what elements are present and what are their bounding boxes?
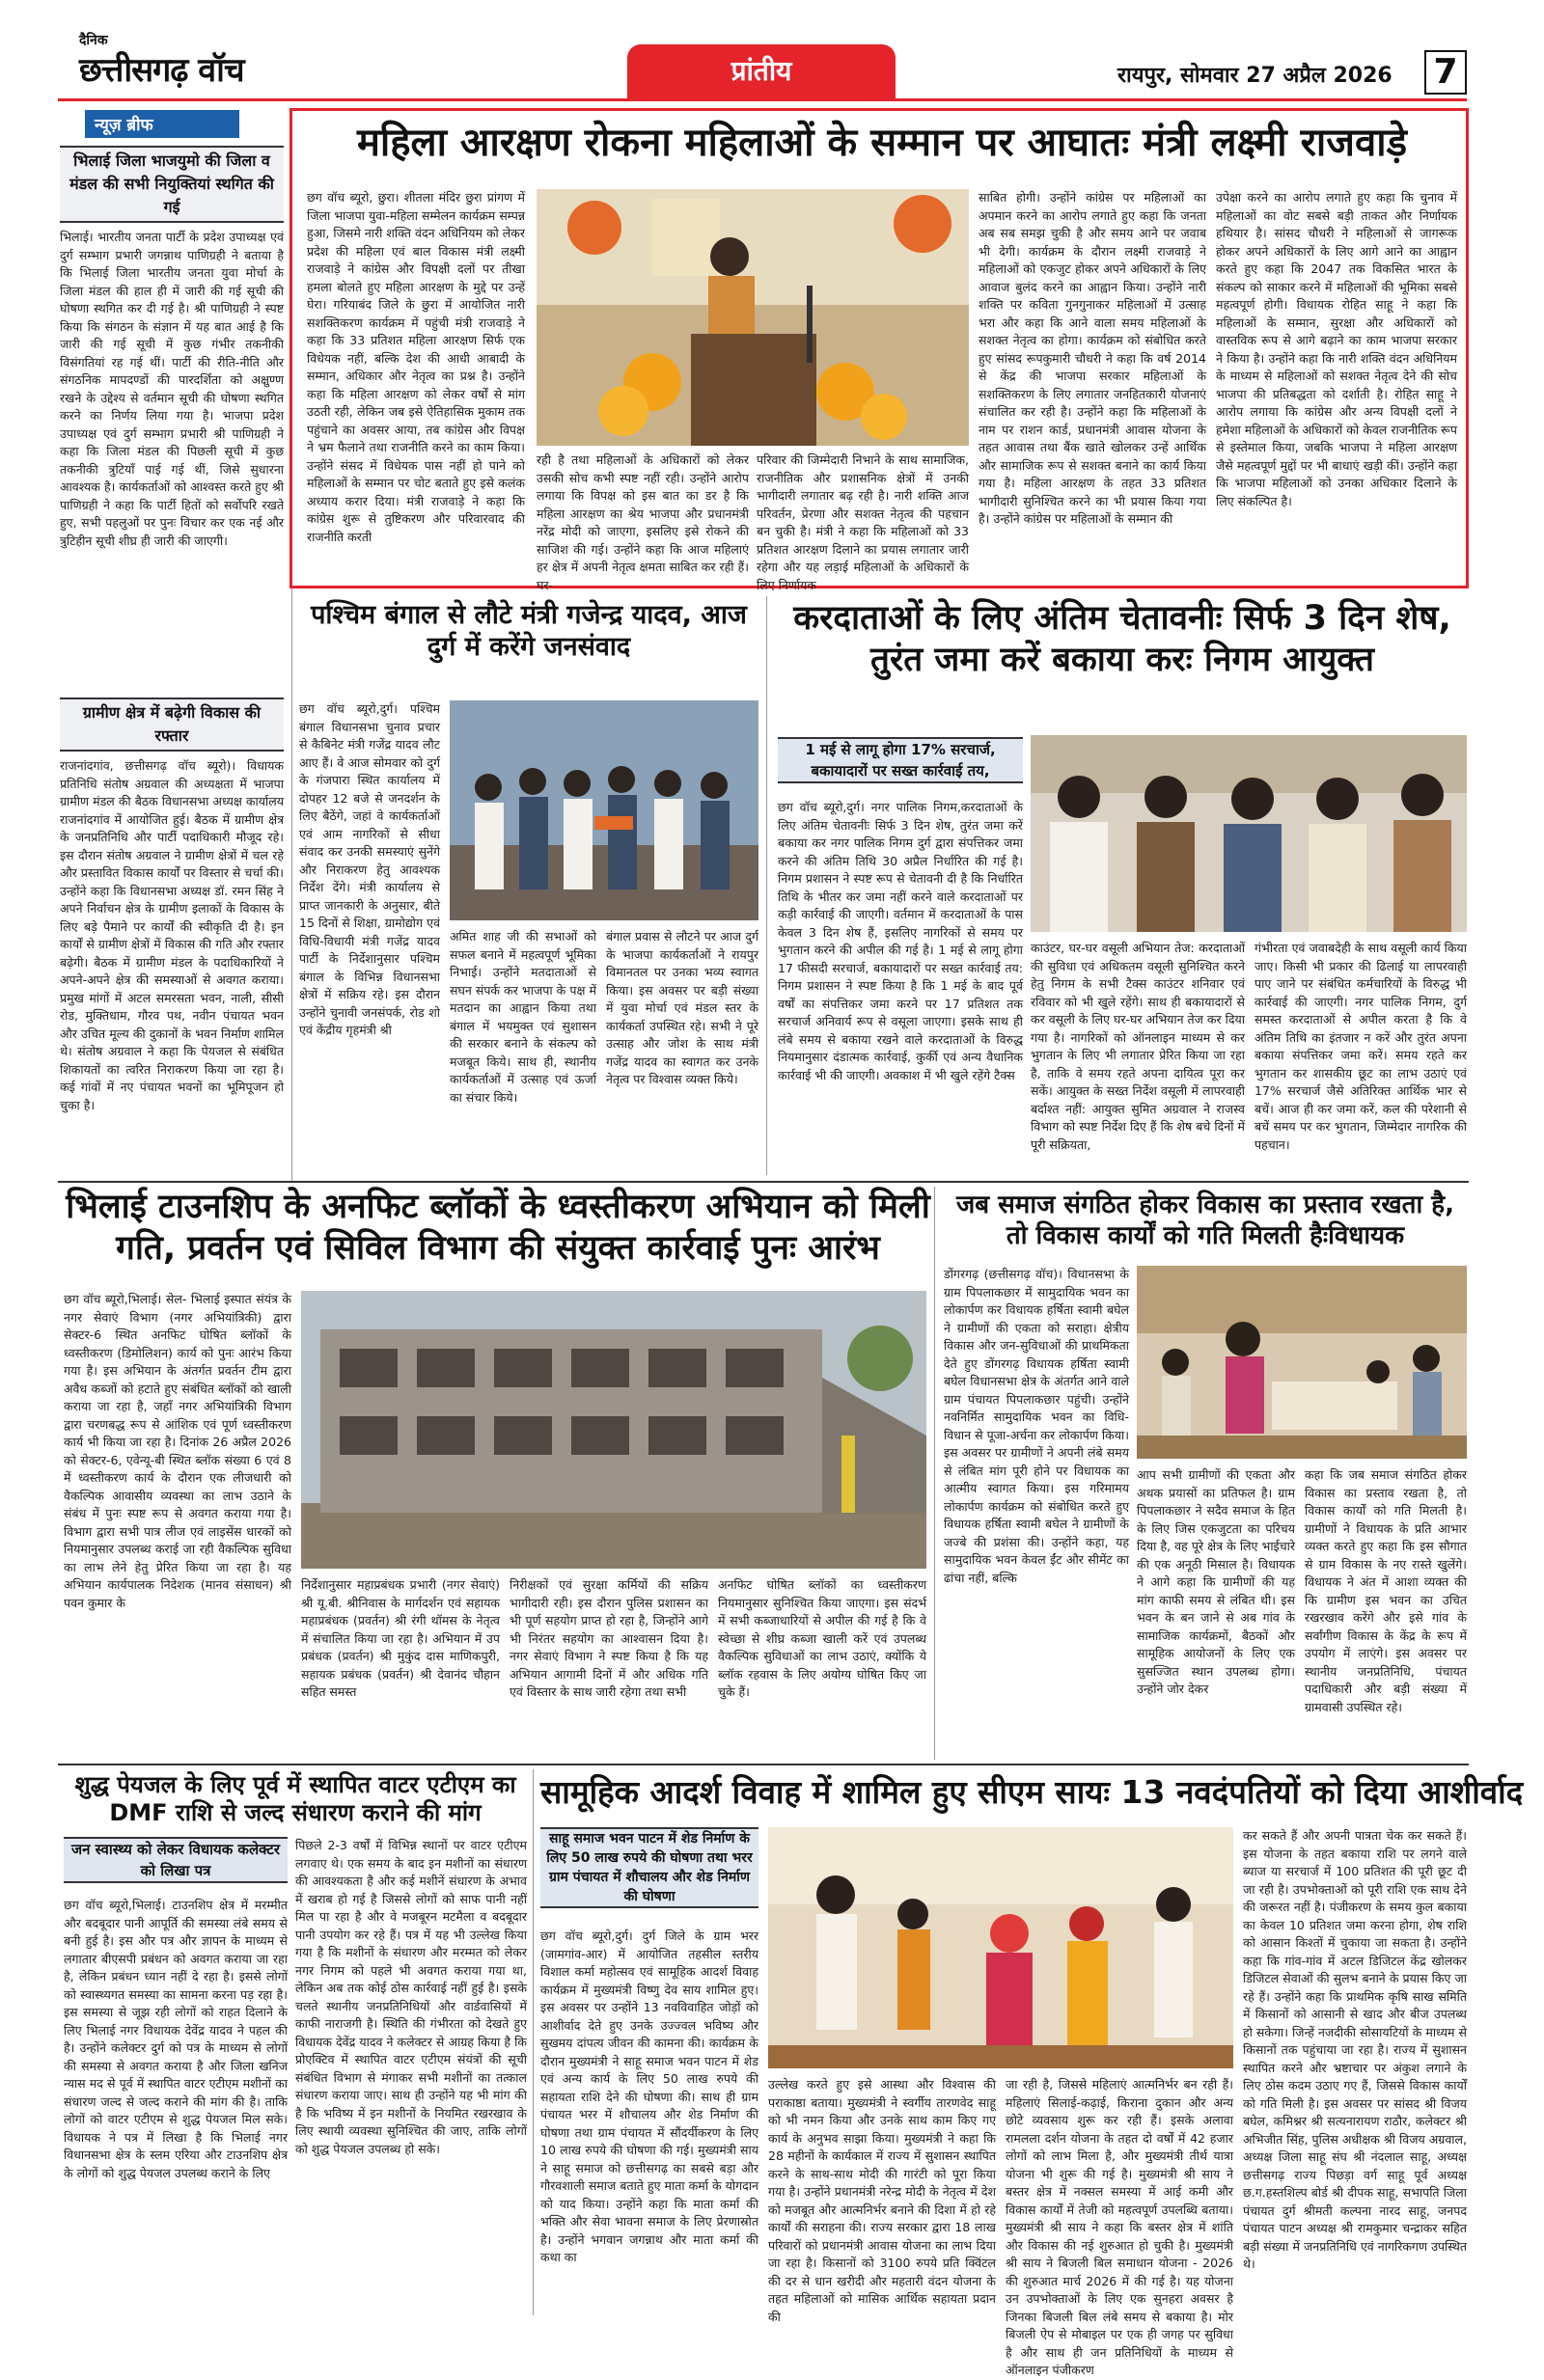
- lead-body-col5: उपेक्षा करने का आरोप लगाते हुए कहा कि चुनाव में महिलाओं का वोट सबसे बड़ी ताकत और निर्णायक हथियार है। सांसद चौधरी ने महिलाओं से जागरूक होकर अपने अधिकारों के लिए आगे आने का आह्वान करते हुए कहा कि 2047 तक विकसित भारत के संकल्प को साकार करने में महिलाओं की भूमिका सबसे महत्वपूर्ण होगी। विधायक रोहित साहू ने कहा कि महिलाओं के सम्मान, सुरक्षा और अधिकारों को वास्तविक रूप से आगे बढ़ाने का काम भाजपा सरकार ने किया है। उन्होंने कहा कि नारी शक्ति वंदन अधिनियम के माध्यम से महिलाओं को सशक्त नेतृत्व देने की सोच भाजपा की प्रतिबद्धता को दर्शाती है। रोहित साहू ने आरोप लगाया कि कांग्रेस और अन्य विपक्षी दलों ने हमेशा महिलाओं के अधिकारों को केवल राजनीतिक रूप से इस्तेमाल किया, जबकि भाजपा ने महिला आरक्षण जैसे महत्वपूर्ण मुद्दों पर भी बाधाएं खड़ी कीं। उन्होंने कहा कि भाजपा महिलाओं को उनका अधिकार दिलाने के लिए संकल्पित है।: [1216, 190, 1457, 508]
- mid-divider: [58, 1181, 1469, 1183]
- bengal-body-col2: अमित शाह जी की सभाओं को सफल बनाने में महत्वपूर्ण भूमिका निभाई। उन्होंने मतदाताओं से सघन संपर्क कर भाजपा के पक्ष में मतदान का आह्वान किया तथा बंगाल में भयमुक्त एवं सुशासन की सरकार बनाने के संकल्प को मजबूत किये। साथ ही, स्थानीय कार्यकर्ताओं में उत्साह एवं ऊर्जा का संचार किये।: [450, 929, 596, 1105]
- lead-body-col4: साबित होगी। उन्होंने कांग्रेस पर महिलाओं का अपमान करने का आरोप लगाते हुए कहा कि जनता अब सब समझ चुकी है और समय आने पर जवाब भी देगी। कार्यक्रम के दौरान लक्ष्मी राजवाड़े ने महिलाओं को एकजुट होकर अपने अधिकारों के लिए आवाज बुलंद करने का आह्वान किया। उन्होंने नारी शक्ति पर कविता गुनगुनाकर महिलाओं में उत्साह भरा और कहा कि आने वाला समय महिलाओं के सशक्त नेतृत्व का होगा। कार्यक्रम को संबोधित करते हुए सांसद रूपकुमारी चौधरी ने कहा कि वर्ष 2014 से केंद्र की भाजपा सरकार महिलाओं के सशक्तिकरण के लिए लगातार जनहितकारी योजनाएं संचालित कर रही है। उन्होंने कहा कि महिलाओं के नाम पर राशन कार्ड, प्रधानमंत्री आवास योजना के तहत आवास तथा बैंक खाते खोलकर उन्हें आर्थिक और सामाजिक रूप से सशक्त बनाने का कार्य किया गया है। महिला आरक्षण के तहत 33 प्रतिशत भागीदारी सुनिश्चित करने का भी प्रयास किया गया है। उन्होंने कांग्रेस पर महिलाओं के सम्मान की: [979, 190, 1206, 526]
- masthead-rule: [58, 98, 1467, 101]
- wedding-body-col3: जा रही है, जिससे महिलाएं आत्मनिर्भर बन रही हैं। महिलाएं सिलाई-कढ़ाई, किराना दुकान और अन्य छोटे व्यवसाय शुरू कर रही हैं। इसके अलावा रामलला दर्शन योजना के तहत दो वर्षों में 42 हजार लोगों को लाभ मिला है, और मुख्यमंत्री तीर्थ यात्रा योजना भी शुरू की गई है। मुख्यमंत्री श्री साय ने बस्तर क्षेत्र में नक्सल समस्या में आई कमी और विकास कार्यों में तेजी को महत्वपूर्ण उपलब्धि बताया। मुख्यमंत्री श्री साय ने कहा कि बस्तर क्षेत्र में शांति और विकास की नई शुरुआत हो चुकी है। मुख्यमंत्री श्री साय ने बिजली बिल समाधान योजना - 2026 की शुरुआत मार्च 2026 में की गई है। यह योजना उन उपभोक्ताओं के लिए एक सुनहरा अवसर है जिनका बिजली बिल लंबे समय से बकाया है। मोर बिजली ऐप से मोबाइल पर एक ही जगह पर सुविधा है और साथ ही जन प्रतिनिधियों के माध्यम से ऑनलाइन पंजीकरण: [1006, 2077, 1233, 2377]
- bengal-photo: [450, 700, 758, 920]
- mla-body-col1: डोंगरगढ़ (छत्तीसगढ़ वॉच)। विधानसभा के ग्राम पिपलाकछार में सामुदायिक भवन का लोकार्पण कर विधायक हर्षिता स्वामी बघेल ने ग्रामीणों की एकता को सराहा। क्षेत्रीय विकास और जन-सुविधाओं की प्राथमिकता देते हुए डोंगरगढ़ विधायक हर्षिता स्वामी बघेल विधानसभा क्षेत्र के अंतर्गत आने वाले ग्राम पंचायत पिपलाकछार पहुंची। उन्होंने नवनिर्मित सामुदायिक भवन का विधि-विधान से पूजा-अर्चना कर लोकार्पण किया। इस अवसर पर ग्रामीणों ने अपनी लंबे समय से लंबित मांग पूरी होने पर विधायक का आत्मीय स्वागत किया। इस गरिमामय लोकार्पण कार्यक्रम को संबोधित करते हुए विधायक हर्षिता स्वामी बघेल ने ग्रामीणों के जज्बे की प्रशंसा की। उन्होंने कहा, यह सामुदायिक भवन केवल ईंट और सीमेंट का ढांचा नहीं, बल्कि: [944, 1267, 1129, 1585]
- township-body-col2: निर्देशानुसार महाप्रबंधक प्रभारी (नगर सेवाएं) श्री यू.बी. श्रीनिवास के मार्गदर्शन एवं सहायक महाप्रबंधक (प्रवर्तन) श्री रंगी थॉमस के नेतृत्व में संचालित किया जा रहा है। अभियान में उप प्रबंधक (प्रवर्तन) श्री मुकुंद दास माणिकपुरी, सहायक प्रबंधक (प्रवर्तन) श्री देवानंद चौहान सहित समस्त: [301, 1577, 500, 1699]
- page-number: 7: [1424, 50, 1467, 95]
- masthead: [0, 0, 1544, 100]
- wedding-body-col4: कर सकते हैं और अपनी पात्रता चेक कर सकते हैं। इस योजना के तहत बकाया राशि पर लगने वाले ब्याज या सरचार्ज में 100 प्रतिशत की पूरी छूट दी जा रही है। उपभोक्ताओं को पूरी राशि एक साथ देने की जरूरत नहीं है। पंजीकरण के समय कुल बकाया का केवल 10 प्रतिशत जमा करना होगा, शेष राशि को आसान किश्तों में चुकाया जा सकता है। उन्होंने कहा कि गांव-गांव में अटल डिजिटल केंद्र खोलकर डिजिटल सेवाओं की सुलभ बनाने के प्रयास किए जा रहे हैं। उन्होंने कहा कि प्राथमिक कृषि साख समिति में किसानों को आसानी से खाद और बीज उपलब्ध हो सकेगा। जिन्हें नजदीकी सोसायटियों के माध्यम से किसानों तक पहुंचाया जा रहा है। राज्य में सुशासन स्थापित करने और भ्रष्टाचार पर अंकुश लगाने के लिए ठोस कदम उठाए गए हैं, जिससे विकास कार्यों को गति मिली है। इस अवसर पर सांसद श्री विजय बघेल, कमिश्नर श्री सत्यनारायण राठौर, कलेक्टर श्री अभिजीत सिंह, पुलिस अधीक्षक श्री विजय अग्रवाल, अध्यक्ष जिला साहू संघ श्री नंदलाल साहू, अध्यक्ष छत्तीसगढ़ राज्य पिछड़ा वर्ग साहू पूर्व अध्यक्ष छ.ग.हस्तशिल्प बोर्ड श्री दीपक साहू, सभापति जिला पंचायत दुर्ग श्रीमती कल्पना नारद साहू, जनपद पंचायत पाटन अध्यक्ष श्री रामकुमार चन्द्राकर सहित बड़ी संख्या में जनप्रतिनिधि एवं नागरिकगण उपस्थित थे।: [1243, 1828, 1467, 2271]
- township-headline: भिलाई टाउनशिप के अनफिट ब्लॉकों के ध्वस्तीकरण अभियान को मिली गति, प्रवर्तन एवं सिविल विभाग की संयुक्त कार्रवाई पुनः आरंभ: [66, 1188, 930, 1268]
- tax-headline: करदाताओं के लिए अंतिम चेतावनीः सिर्फ 3 दिन शेष, तुरंत जमा करें बकाया करः निगम आयुक्त: [793, 599, 1451, 679]
- wedding-body-col2: उल्लेख करते हुए इसे आस्था और विश्वास की पराकाष्ठा बताया। मुख्यमंत्री ने स्वर्गीय तारणवेद साहू को भी नमन किया और उनके साथ काम किए गए कार्य के अनुभव साझा किया। मुख्यमंत्री ने कहा कि 28 महीनों के कार्यकाल में राज्य में सुशासन स्थापित करने के साथ-साथ मोदी की गारंटी को पूरा किया गया है। उन्होंने प्रधानमंत्री नरेन्द्र मोदी के नेतृत्व में देश को मजबूत और आत्मनिर्भर बनाने की दिशा में हो रहे कार्यों की सराहना की। राज्य सरकार द्वारा 18 लाख परिवारों को प्रधानमंत्री आवास योजना का लाभ दिया जा रहा है। किसानों को 3100 रुपये प्रति क्विंटल की दर से धान खरीदी और महतारी वंदन योजना के तहत महिलाओं को मासिक आर्थिक सहायता प्रदान की: [768, 2077, 996, 2324]
- bengal-body-col3: बंगाल प्रवास से लौटने पर आज दुर्ग के भाजपा कार्यकर्ताओं ने रायपुर विमानतल पर उनका भव्य स्वागत किया। इस अवसर पर बड़ी संख्या में युवा मोर्चा एवं मंडल स्तर के कार्यकर्ता उपस्थित रहे। सभी ने पूरे उत्साह और जोश के साथ मंत्री गजेंद्र यादव का स्वागत कर उनके नेतृत्व पर विश्वास व्यक्त किये।: [606, 929, 758, 1086]
- wedding-headline: सामूहिक आदर्श विवाह में शामिल हुए सीएम सायः 13 नवदंपतियों को दिया आशीर्वाद: [540, 1773, 1524, 1811]
- brief-item1-title: भिलाई जिला भाजयुमो की जिला व मंडल की सभी नियुक्तियां स्थगित की गई: [60, 146, 284, 223]
- brand-name: छत्तीसगढ़ वॉच: [79, 51, 244, 90]
- tax-body-col3: गंभीरता एवं जवाबदेही के साथ वसूली कार्य किया जाए। किसी भी प्रकार की ढिलाई या लापरवाही पाए जाने पर संबंधित कर्मचारियों के विरुद्ध भी कार्रवाई की जाएगी। नगर पालिक निगम, दुर्ग समस्त करदाताओं से अपील करता है कि वे अंतिम तिथि का इंतजार न करें और तुरंत अपना बकाया संपत्तिकर जमा करें। समय रहते कर भुगतान कर शासकीय छूट का लाभ उठाएं एवं 17% सरचार्ज जैसे अतिरिक्त आर्थिक भार से बचें। आज ही कर जमा करें, कल की परेशानी से बचें समय पर कर भुगतान, जिम्मेदार नागरिक की पहचान।: [1254, 941, 1467, 1152]
- lead-body-col2: रही है तथा महिलाओं के अधिकारों को लेकर उसकी सोच कभी स्पष्ट नहीं रही। उन्होंने आरोप लगाया कि विपक्ष को इस बात का डर है कि महिला आरक्षण का श्रेय भाजपा और प्रधानमंत्री नरेंद्र मोदी को जाएगा, इसलिए इसे रोकने की साजिश की गई। उन्होंने कहा कि आज महिलाएं हर क्षेत्र में अपनी नेतृत्व क्षमता साबित कर रही हैं। घर-: [537, 452, 749, 592]
- brief-item2-title: ग्रामीण क्षेत्र में बढ़ेगी विकास की रफ्तार: [60, 698, 284, 752]
- lead-body-col1: छग वॉच ब्यूरो, छुरा। शीतला मंदिर छुरा प्रांगण में जिला भाजपा युवा-महिला सम्मेलन कार्यक्रम सम्पन्न हुआ, जिसमे नारी शक्ति वंदन अधिनियम को लेकर प्रदेश की महिला एवं बाल विकास मंत्री लक्ष्मी राजवाड़े ने कांग्रेस और विपक्षी दलों पर तीखा हमला बोलते हुए महिला आरक्षण के मुद्दे पर उन्हें घेरा। गरियाबंद जिले के छुरा में आयोजित नारी सशक्तिकरण कार्यक्रम में पहुंची मंत्री राजवाड़े ने कहा कि 33 प्रतिशत महिला आरक्षण सिर्फ एक विधेयक नहीं, बल्कि देश की आधी आबादी के सम्मान, अधिकार और नेतृत्व का प्रश्न है। उन्होंने कहा कि महिला आरक्षण को लेकर वर्षों से मांग उठती रही, लेकिन जब इसे ऐतिहासिक मुकाम तक पहुंचाने का अवसर आया, तब कांग्रेस और विपक्ष ने भ्रम फैलाने तथा राजनीति करने का काम किया। उन्होंने संसद में विधेयक पास नहीं हो पाने को महिलाओं के सम्मान पर चोट बताते हुए इसे कलंक अध्याय करार दिया। मंत्री राजवाड़े ने कहा कि कांग्रेस शुरू से तुष्टिकरण और परिवारवाद की राजनीति करती: [307, 190, 525, 544]
- township-photo: [301, 1291, 926, 1569]
- wedding-body-col1: छग वॉच ब्यूरो,दुर्ग। दुर्ग जिले के ग्राम भरर (जामगांव-आर) में आयोजित तहसील स्तरीय विशाल कर्मा महोत्सव एवं सामूहिक आदर्श विवाह कार्यक्रम में मुख्यमंत्री विष्णु देव साय शामिल हुए। इस अवसर पर उन्होंने 13 नवविवाहित जोड़ों को आशीर्वाद देते हुए उनके उज्ज्वल भविष्य और सुखमय दांपत्य जीवन की कामना की। कार्यक्रम के दौरान मुख्यमंत्री ने साहू समाज भवन पाटन में शेड एवं अन्य कार्य के लिए 50 लाख रुपये की सहायता राशि देने की घोषणा की। साथ ही ग्राम पंचायत भरर में शौचालय और शेड निर्माण की घोषणा तथा ग्राम पंचायत में सौंदर्यीकरण के लिए 10 लाख रुपये की घोषणा की गई। मुख्यमंत्री साय ने साहू समाज को छत्तीसगढ़ का सबसे बड़ा और गौरवशाली समाज बताते हुए माता कर्मा के योगदान को याद किया। उन्होंने कहा कि माता कर्मा की भक्ति और सेवा भावना समाज के लिए प्रेरणास्रोत है। उन्होंने भगवान जगन्नाथ और माता कर्मा की कथा का: [540, 1929, 758, 2264]
- lead-headline: महिला आरक्षण रोकना महिलाओं के सम्मान पर आघातः मंत्री लक्ष्मी राजवाड़े: [357, 121, 1407, 165]
- brief-item1-body: भिलाई। भारतीय जनता पार्टी के प्रदेश उपाध्यक्ष एवं दुर्ग सम्भाग प्रभारी जगन्नाथ पाणिग्रही ने बताया है कि भिलाई जिला भारतीय जनता युवा मोर्चा के जिला मंडल की हाल ही में जारी की गई सूची की घोषणा स्थगित कर दी गई है। श्री पाणिग्रही ने स्पष्ट किया कि संगठन के संज्ञान में यह बात आई है कि जारी की गई सूची में कुछ गंभीर तकनीकी विसंगतियां रह गई थीं। पार्टी की रीति-नीति और संगठनिक मापदण्डों की पारदर्शिता को अक्षुण्ण रखने के उद्देश्य से वर्तमान सूची की घोषणा स्थगित करने का निर्णय लिया गया है। भाजपा प्रदेश उपाध्यक्ष एवं दुर्ग सम्भाग प्रभारी श्री पाणिग्रही ने कहा कि जिला मंडल की पिछली सूची में कुछ तकनीकी त्रुटियाँ पाई गई थीं, जिसे सुधारना आवश्यक है। कार्यकर्ताओं को आश्वस्त करते हुए श्री पाणिग्रही ने कहा कि पार्टी हितों को सर्वोपरि रखते हुए, सभी पहलुओं पर पुनः विचार कर एक नई और त्रुटिहीन सूची शीघ्र ही जारी की जाएगी।: [60, 230, 284, 548]
- mla-photo: [1137, 1266, 1467, 1459]
- tax-body-col1: छग वॉच ब्यूरो,दुर्ग। नगर पालिक निगम,करदाताओं के लिए अंतिम चेतावनीः सिर्फ 3 दिन शेष, तुरंत जमा करें बकाया कर नगर पालिक निगम दुर्ग द्वारा संपत्तिकर जमा करने की अंतिम तिथि 30 अप्रैल निर्धारित की गई है। निगम प्रशासन ने स्पष्ट रूप से चेतावनी दी है कि निर्धारित तिथि के भीतर कर जमा नहीं करने वाले करदाताओं पर कड़ी कार्रवाई की जाएगी। वर्तमान में करदाताओं के पास केवल 3 दिन शेष हैं, इसलिए नागरिकों से समय पर भुगतान करने की अपील की गई है। 1 मई से लागू होगा 17 फीसदी सरचार्ज, बकायादारों पर सख्त कार्रवाई तय: निगम प्रशासन ने स्पष्ट किया है कि 1 मई के बाद पूर्व वर्षों का संपत्तिकर जमा करने पर 17 प्रतिशत तक सरचार्ज अनिवार्य रूप से वसूला जाएगा। इसके साथ ही लंबे समय से बकाया रखने वाले करदाताओं के विरुद्ध नियमानुसार दंडात्मक कार्रवाई, कुर्की एवं अन्य वैधानिक कार्रवाई भी की जाएगी। अवकाश में भी खुले रहेंगे टैक्स: [778, 800, 1023, 1082]
- township-body-col1: छग वॉच ब्यूरो,भिलाई। सेल- भिलाई इस्पात संयंत्र के नगर सेवाएं विभाग (नगर अभियांत्रिकी) द्वारा सेक्टर-6 स्थित अनफिट घोषित ब्लॉकों के ध्वस्तीकरण (डिमोलिशन) कार्य को पुनः आरंभ किया गया है। इस अभियान के अंतर्गत प्रवर्तन टीम द्वारा अवैध कब्जों को हटाते हुए संबंधित ब्लॉकों को खाली कराया जा रहा है, जहाँ नगर अभियांत्रिकी विभाग द्वारा चरणबद्ध रूप से आंशिक एवं पूर्ण ध्वस्तीकरण कार्य भी किया जा रहा है। दिनांक 26 अप्रैल 2026 को सेक्टर-6, एवेन्यू-बी स्थित ब्लॉक संख्या 6 एवं 8 में ध्वस्तीकरण कार्य के दौरान एक लीजधारी को वैकल्पिक आवासीय व्यवस्था का लाभ उठाने के संबंध में पुनः स्पष्ट रूप से अवगत कराया गया है। विभाग द्वारा सभी पात्र लीज एवं लाइसेंस धारकों को नियमानुसार उपलब्ध कराई जा रही वैकल्पिक सुविधा का लाभ लेने हेतु प्रेरित किया जा रहा है। यह अभियान कार्यपालक निदेशक (मानव संसाधन) श्री पवन कुमार के: [64, 1292, 291, 1610]
- tax-body-col2: काउंटर, घर-घर वसूली अभियान तेज: करदाताओं की सुविधा एवं अधिकतम वसूली सुनिश्चित करने हेतु निगम के सभी टैक्स काउंटर शनिवार एवं रविवार को भी खुले रहेंगे। साथ ही बकायादारों से कर वसूली के लिए घर-घर अभियान तेज कर दिया गया है। नागरिकों को ऑनलाइन माध्यम से कर भुगतान के लिए भी लगातार प्रेरित किया जा रहा है, ताकि वे समय रहते अपना दायित्व पूरा कर सकें। आयुक्त के सख्त निर्देश वसूली में लापरवाही बर्दाश्त नहीं: आयुक्त सुमित अग्रवाल ने राजस्व विभाग को स्पष्ट निर्देश दिए हैं कि शेष बचे दिनों में पूरी सक्रियता,: [1031, 941, 1245, 1152]
- section-tab: [627, 44, 896, 100]
- township-body-col4: अनफिट घोषित ब्लॉकों का ध्वस्तीकरण नियमानुसार सुनिश्चित किया जाएगा। इस संदर्भ में सभी कब्जाधारियों से अपील की गई है कि वे स्वेच्छा से शीघ्र कब्जा खाली करें एवं उपलब्ध वैकल्पिक सुविधाओं का लाभ उठाएं, क्योंकि ये ब्लॉक रहवास के लिए अयोग्य घोषित किए जा चुके हैं।: [718, 1577, 926, 1699]
- wedding-subhead: साहू समाज भवन पाटन में शेड निर्माण के लिए 50 लाख रुपये की घोषणा तथा भरर ग्राम पंचायत में शौचालय और शेड निर्माण की घोषणा: [540, 1827, 758, 1908]
- water-wedding-divider: [533, 1769, 534, 2315]
- news-brief-column: [60, 110, 284, 1181]
- lead-photo: [537, 189, 969, 446]
- brief-item2-body: राजनांदगांव, छत्तीसगढ़ वॉच ब्यूरो)। विधायक प्रतिनिधि संतोष अग्रवाल की अध्यक्षता में भाजपा ग्रामीण मंडल की बैठक विधानसभा अध्यक्ष कार्यालय राजनांदगांव में आयोजित हुई। बैठक में ग्रामीण क्षेत्र के जनप्रतिनिधि और पार्टी पदाधिकारी मौजूद रहे। इस दौरान संतोष अग्रवाल ने ग्रामीण क्षेत्रों में चल रहे और प्रस्तावित विकास कार्यों पर विस्तार से चर्चा की। उन्होंने कहा कि विधानसभा अध्यक्ष डॉ. रमन सिंह ने अपने निर्वाचन क्षेत्र के ग्रामीण इलाकों के विकास के लिए बड़े पैमाने पर कार्यों की स्वीकृति दी है। इन कार्यों से ग्रामीण क्षेत्रों में विकास की गति और रफ्तार बढ़ेगी। बैठक में ग्रामीण मंडल के पदाधिकारियों ने अपने-अपने क्षेत्र की समस्याओं से अवगत कराया। प्रमुख मांगों में अटल समरसता भवन, नाली, सीसी रोड, मुक्तिधाम, गौरव पथ, नवीन पंचायत भवन और उचित मूल्य की दुकानों के भवन निर्माण शामिल थे। संतोष अग्रवाल ने कहा कि पेयजल से संबंधित शिकायतों का त्वरित निराकरण किया जा रहा है। कई गांवों में नए पंचायत भवनों का भूमिपूजन हो चुका है।: [60, 758, 285, 1112]
- bengal-body-col1: छग वॉच ब्यूरो,दुर्ग। पश्चिम बंगाल विधानसभा चुनाव प्रचार से कैबिनेट मंत्री गजेंद्र यादव लौट आए हैं। वे आज सोमवार को दुर्ग के गंजपारा स्थित कार्यालय में दोपहर 12 बजे से जनदर्शन के लिए बैठेंगे, जहां वे कार्यकर्ताओं एवं आम नागरिकों से सीधा संवाद कर उनकी समस्याएं सुनेंगे और निराकरण हेतु आवश्यक निर्देश देंगे। मंत्री कार्यालय से प्राप्त जानकारी के अनुसार, बीते 15 दिनों से शिक्षा, ग्रामोद्योग एवं विधि-विधायी मंत्री गजेंद्र यादव पार्टी के निर्देशानुसार पश्चिम बंगाल के विभिन्न विधानसभा क्षेत्रों में सक्रिय रहे। इस दौरान उन्होंने चुनावी जनसंपर्क, रोड शो एवं केंद्रीय गृहमंत्री श्री: [299, 701, 440, 1037]
- news-brief-label: न्यूज़ ब्रीफ: [85, 110, 239, 138]
- township-mla-divider: [934, 1187, 935, 1760]
- mla-headline: जब समाज संगठित होकर विकास का प्रस्ताव रखता है, तो विकास कार्यों को गति मिलती हैःविधायक: [956, 1190, 1454, 1250]
- water-body-col1: छग वॉच ब्यूरो,भिलाई। टाउनशिप क्षेत्र में मरम्मीत और बदबूदार पानी आपूर्ति की समस्या लंबे समय से बनी हुई है। इस और पत्र और ज्ञापन के माध्यम से लगातार बीएसपी प्रबंधन को अवगत कराया जा रहा है, लेकिन प्रबंधन ध्यान नहीं दे रहा है। इससे लोगों को स्वास्थ्यगत समस्या का सामना करना पड़ रहा है। इस समस्या से जूझ रही लोगों को राहत दिलाने के लिए भिलाई नगर विधायक देवेंद्र यादव ने पहल की है। उन्होंने कलेक्टर दुर्ग को पत्र के माध्यम से लोगों की समस्या से अवगत कराया है और जिला खनिज न्यास मद से पूर्व में स्थापित वाटर एटीएम मशीनों का संधारण जल्द से जल्द कराने की मांग की है। ताकि लोगों को वाटर एटीएम से शुद्ध पेयजल मिल सके। विधायक ने पत्र में लिखा है कि भिलाई नगर विधानसभा क्षेत्र के स्लम एरिया और टाउनशिप क्षेत्र के लोगों को शुद्ध पेयजल उपलब्ध कराने के लिए: [64, 1898, 288, 2180]
- water-subhead: जन स्वास्थ्य को लेकर विधायक कलेक्टर को लिखा पत्र: [64, 1837, 288, 1883]
- bengal-tax-divider: [766, 596, 767, 1175]
- wedding-photo: [768, 1827, 1233, 2068]
- section-label: प्रांतीय: [731, 55, 792, 87]
- township-body-col3: निरीक्षकों एवं सुरक्षा कर्मियों की सक्रिय भागीदारी रही। इस दौरान पुलिस प्रशासन का भी पूर्ण सहयोग प्राप्त हो रहा है, जिन्होंने आगे भी निरंतर सहयोग का आश्वासन दिया है। नगर सेवाएं विभाग ने स्पष्ट किया है कि यह अभियान आगामी दिनों में और अधिक गति एवं विस्तार के साथ जारी रहेगा तथा सभी: [510, 1577, 708, 1699]
- lower-divider: [58, 1764, 1469, 1765]
- lead-body-col3: परिवार की जिम्मेदारी निभाने के साथ सामाजिक, राजनीतिक और प्रशासनिक क्षेत्रों में उनकी भागीदारी लगातार बढ़ रही है। नारी शक्ति आज परिवर्तन, प्रेरणा और सशक्त नेतृत्व की पहचान बन चुकी है। मंत्री ने कहा कि महिलाओं को 33 प्रतिशत आरक्षण दिलाने का प्रयास लगातार जारी रहेगा और यह लड़ाई महिलाओं के अधिकारों के लिए निर्णायक: [757, 452, 969, 592]
- mla-body-col2: आप सभी ग्रामीणों की एकता और अथक प्रयासों का प्रतिफल है। ग्राम पिपलाकछार ने सदैव समाज के हित के लिए जिस एकजुटता का परिचय दिया है, वह पूरे क्षेत्र के लिए भाईचारे की एक अनूठी मिसाल है। विधायक ने आगे कहा कि ग्रामीणों की यह मांग काफी समय से लंबित थी। इस भवन के बन जाने से अब गांव के सामाजिक कार्यक्रमों, बैठकों और सामूहिक आयोजनों के लिए एक सुसज्जित स्थान उपलब्ध होगा। उन्होंने जोर देकर: [1137, 1467, 1295, 1696]
- mla-body-col3: कहा कि जब समाज संगठित होकर विकास का प्रस्ताव रखता है, तो विकास कार्यों को गति मिलती है। ग्रामीणों ने विधायक के प्रति आभार व्यक्त करते हुए कहा कि इस सौगात से ग्राम विकास के नए रास्ते खुलेंगे। विधायक ने अंत में आशा व्यक्त की कि ग्रामीण इस भवन का उचित रखरखाव करेंगे और इसे गांव के सर्वांगीण विकास के केंद्र के रूप में उपयोग में लाएंगे। इस अवसर पर स्थानीय जनप्रतिनिधि, पंचायत पदाधिकारी और बड़ी संख्या में ग्रामवासी उपस्थित रहे।: [1305, 1467, 1467, 1714]
- tax-subhead: 1 मई से लागू होगा 17% सरचार्ज, बकायादारों पर सख्त कार्रवाई तय,: [778, 737, 1023, 783]
- water-body-col2: पिछले 2-3 वर्षों में विभिन्न स्थानों पर वाटर एटीएम लगवाए थे। एक समय के बाद इन मशीनों का संधारण की आवश्यकता है और कई मशीनें संधारण के अभाव में खराब हो गई है जिससे लोगों को साफ पानी नहीं मिल पा रहा है और वे मजबूरन मटमैला व बदबूदार पानी उपयोग कर रहे हैं। पत्र में यह भी उल्लेख किया गया है कि मशीनों के संधारण और मरम्मत को लेकर नगर निगम को पहले भी अवगत कराया गया था, लेकिन अब तक कोई ठोस कार्रवाई नहीं हुई है। इसके चलते स्थानीय जनप्रतिनिधियों और वार्डवासियों में काफी नाराजगी है। स्थिति की गंभीरता को देखते हुए विधायक देवेंद्र यादव ने कलेक्टर से आग्रह किया है कि प्रोएक्टिव में स्थापित वाटर एटीएम संयंत्रों की सूची संबंधित विभाग से मंगाकर सभी मशीनों का तत्काल संधारण कराया जाए। साथ ही उन्होंने यह भी मांग की है कि भविष्य में इन मशीनों के नियमित रखरखाव के लिए स्थायी व्यवस्था सुनिश्चित की जाए, ताकि लोगों को शुद्ध पेयजल उपलब्ध हो सके।: [295, 1838, 527, 2156]
- brand-small: दैनिक: [79, 33, 108, 48]
- dateline: रायपुर, सोमवार 27 अप्रैल 2026: [1117, 64, 1392, 88]
- bengal-headline: पश्चिम बंगाल से लौटे मंत्री गजेन्द्र यादव, आज दुर्ग में करेंगे जनसंवाद: [311, 600, 747, 662]
- tax-photo: [1031, 735, 1467, 932]
- water-headline: शुद्ध पेयजल के लिए पूर्व में स्थापित वाटर एटीएम का DMF राशि से जल्द संधारण कराने की मांग: [74, 1771, 516, 1827]
